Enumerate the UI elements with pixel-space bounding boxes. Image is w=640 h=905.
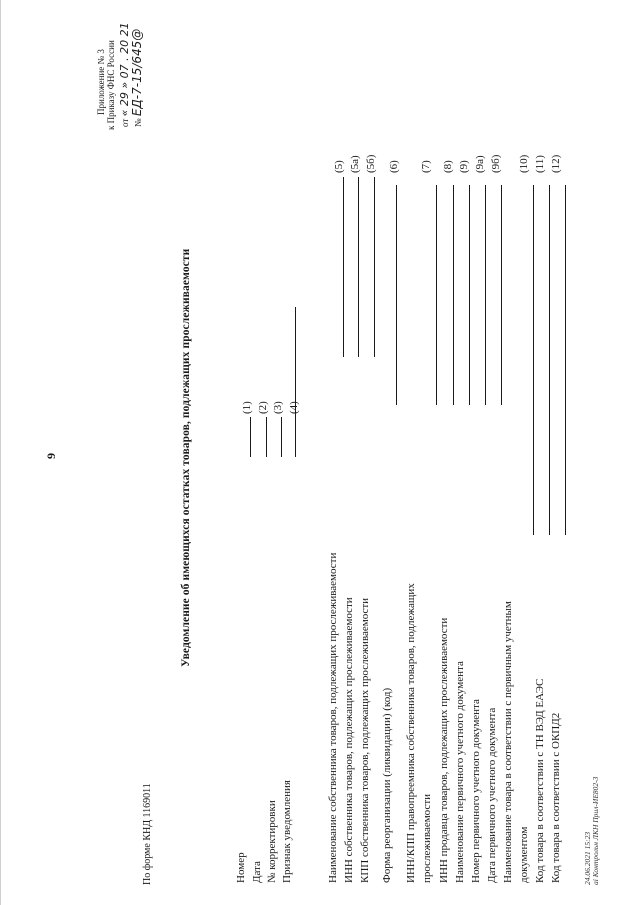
field-label-continued: прослеживаемости	[421, 793, 433, 883]
field-label: Номер первичного учетного документа	[470, 699, 482, 883]
field-line	[485, 185, 486, 405]
field-number: (4)	[288, 401, 300, 414]
field-line	[533, 185, 534, 535]
field-number: (2)	[257, 401, 269, 414]
field-number: (5а)	[349, 155, 361, 173]
field-number: (9а)	[474, 155, 486, 173]
field-line	[453, 185, 454, 405]
field-label: Код товара в соответствии с ТН ВЭД ЕАЭС	[534, 678, 546, 883]
field-line	[295, 307, 296, 457]
field-label: ИНН/КПП правопреемника собственника товаров, подлежащих	[405, 583, 417, 883]
appendix-date-handwritten: « 29 » 07 . 20 21	[118, 22, 131, 117]
field-label: Признак уведомления	[281, 780, 293, 883]
field-line	[374, 177, 375, 357]
page-number: 9	[44, 453, 58, 459]
field-label: Дата первичного учетного документа	[486, 707, 498, 883]
footer-stamp-line1: 24.06.2021 15:23	[583, 831, 592, 885]
field-label: КПП собственника товаров, подлежащих прослеживаемости	[359, 597, 371, 883]
field-label: Наименование первичного учетного документа	[454, 661, 466, 883]
field-line	[266, 417, 267, 457]
field-label: Код товара в соответствии с ОКПД2	[550, 712, 562, 883]
appendix-date-prefix: от	[120, 118, 130, 127]
appendix-number-prefix: №	[133, 118, 143, 127]
field-line	[358, 177, 359, 357]
field-line	[343, 177, 344, 357]
field-label-continued: документом	[518, 826, 530, 883]
field-label: ИНН продавца товаров, подлежащих прослеживаемости	[438, 617, 450, 883]
field-number: (1)	[241, 401, 253, 414]
field-number: (5)	[333, 160, 345, 173]
field-line	[250, 417, 251, 457]
field-line	[549, 185, 550, 535]
field-number: (9)	[458, 160, 470, 173]
field-number: (12)	[550, 154, 562, 173]
field-label: Номер	[235, 852, 247, 883]
field-number: (8)	[442, 160, 454, 173]
field-label: Дата	[251, 861, 263, 883]
document-title: Уведомление об имеющихся остатках товаров, подлежащих прослеживаемости	[180, 248, 192, 667]
field-line	[565, 185, 566, 535]
field-line	[469, 185, 470, 405]
field-number: (5б)	[365, 154, 377, 173]
appendix-number-row	[130, 29, 144, 127]
appendix-title: Приложение № 3	[96, 49, 106, 115]
field-number: (3)	[272, 401, 284, 414]
field-line	[281, 417, 282, 457]
field-line	[501, 185, 502, 405]
appendix-number-handwritten: ЕД-7-15/645@	[130, 28, 144, 117]
field-label: № корректировки	[266, 800, 278, 883]
appendix-order: к Приказу ФНС России	[106, 40, 116, 130]
field-label: Наименование товара в соответствии с первичным учетным	[502, 601, 514, 883]
field-number: (10)	[518, 154, 530, 173]
field-label: ИНН собственника товаров, подлежащих прослеживаемости	[343, 597, 355, 883]
footer-stamp	[584, 777, 600, 885]
footer-stamp-line2: ai Контрольн ЛКН Прил-ИЕ802-3	[591, 776, 600, 885]
field-line	[396, 185, 397, 405]
field-number: (9б)	[490, 154, 502, 173]
field-label: Наименование собственника товаров, подлежащих прослеживаемости	[327, 552, 339, 883]
field-line	[436, 185, 437, 405]
field-number: (11)	[534, 155, 546, 173]
field-number: (7)	[420, 160, 432, 173]
form-code: По форме КНД 1169011	[142, 783, 153, 885]
field-label: Форма реорганизации (ликвидации) (код)	[381, 687, 393, 883]
field-number: (6)	[388, 160, 400, 173]
